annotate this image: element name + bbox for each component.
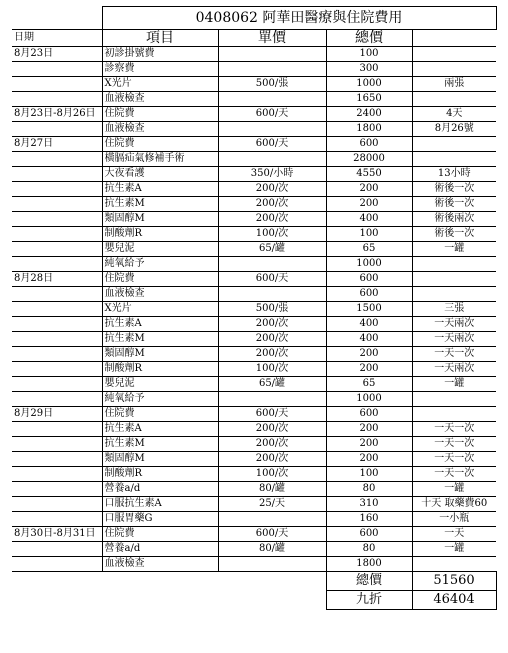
row-item: 住院費 bbox=[102, 107, 218, 122]
row-unit-price bbox=[218, 512, 326, 527]
table-row bbox=[12, 317, 496, 332]
table-row bbox=[12, 107, 496, 122]
row-unit-price: 100/次 bbox=[218, 467, 326, 482]
row-note: 一小瓶 bbox=[412, 512, 496, 527]
table-row bbox=[12, 167, 496, 182]
table-row bbox=[12, 287, 496, 302]
row-date: 8月29日 bbox=[12, 407, 102, 422]
row-item: 制酸劑R bbox=[102, 227, 218, 242]
header-item: 項目 bbox=[102, 30, 218, 47]
table-row bbox=[12, 137, 496, 152]
table-row bbox=[12, 407, 496, 422]
summary-spacer bbox=[102, 572, 218, 591]
table-row bbox=[12, 377, 496, 392]
row-unit-price: 200/次 bbox=[218, 452, 326, 467]
row-total-price: 310 bbox=[326, 497, 412, 512]
row-note: 一天兩次 bbox=[412, 332, 496, 347]
row-item: 抗生素M bbox=[102, 197, 218, 212]
table-row bbox=[12, 332, 496, 347]
row-date bbox=[12, 182, 102, 197]
row-unit-price bbox=[218, 47, 326, 62]
row-date bbox=[12, 452, 102, 467]
row-date bbox=[12, 437, 102, 452]
row-item: 抗生素A bbox=[102, 182, 218, 197]
row-item: 營養a/d bbox=[102, 482, 218, 497]
table-row bbox=[12, 227, 496, 242]
total-value: 51560 bbox=[412, 572, 496, 591]
row-item: 類固醇M bbox=[102, 347, 218, 362]
table-row bbox=[12, 437, 496, 452]
table-row bbox=[12, 482, 496, 497]
table-row bbox=[12, 92, 496, 107]
row-unit-price: 200/次 bbox=[218, 317, 326, 332]
row-note: 一天 bbox=[412, 527, 496, 542]
table-row bbox=[12, 347, 496, 362]
row-item: 血液檢查 bbox=[102, 287, 218, 302]
table-row bbox=[12, 122, 496, 137]
row-item: 純氧給予 bbox=[102, 257, 218, 272]
row-date bbox=[12, 92, 102, 107]
row-unit-price: 200/次 bbox=[218, 347, 326, 362]
row-date bbox=[12, 422, 102, 437]
row-item: 大夜看護 bbox=[102, 167, 218, 182]
row-total-price: 2400 bbox=[326, 107, 412, 122]
row-note bbox=[412, 557, 496, 572]
summary-discount-row bbox=[12, 591, 496, 610]
row-note: 一罐 bbox=[412, 242, 496, 257]
row-date bbox=[12, 62, 102, 77]
row-note: 術後一次 bbox=[412, 182, 496, 197]
summary-spacer bbox=[102, 591, 218, 610]
row-total-price: 200 bbox=[326, 197, 412, 212]
row-item: 制酸劑R bbox=[102, 362, 218, 377]
row-total-price: 4550 bbox=[326, 167, 412, 182]
row-total-price: 80 bbox=[326, 482, 412, 497]
table-row bbox=[12, 512, 496, 527]
table-row bbox=[12, 422, 496, 437]
header-unit-price: 單價 bbox=[218, 30, 326, 47]
row-total-price: 600 bbox=[326, 137, 412, 152]
row-unit-price: 100/次 bbox=[218, 227, 326, 242]
row-unit-price: 500/張 bbox=[218, 77, 326, 92]
summary-spacer bbox=[12, 591, 102, 610]
row-total-price: 160 bbox=[326, 512, 412, 527]
row-total-price: 200 bbox=[326, 437, 412, 452]
table-row bbox=[12, 302, 496, 317]
row-total-price: 1000 bbox=[326, 77, 412, 92]
row-date bbox=[12, 227, 102, 242]
table-row bbox=[12, 77, 496, 92]
row-total-price: 1650 bbox=[326, 92, 412, 107]
row-date bbox=[12, 377, 102, 392]
row-item: 口服胃藥G bbox=[102, 512, 218, 527]
row-unit-price: 200/次 bbox=[218, 212, 326, 227]
summary-body bbox=[12, 572, 496, 610]
row-note bbox=[412, 392, 496, 407]
row-total-price: 600 bbox=[326, 287, 412, 302]
title-row bbox=[12, 7, 496, 30]
row-unit-price bbox=[218, 152, 326, 167]
fee-sheet bbox=[12, 6, 496, 610]
table-row bbox=[12, 452, 496, 467]
row-note: 一天一次 bbox=[412, 422, 496, 437]
row-date bbox=[12, 302, 102, 317]
row-date bbox=[12, 467, 102, 482]
row-total-price: 100 bbox=[326, 227, 412, 242]
row-date bbox=[12, 512, 102, 527]
row-date: 8月27日 bbox=[12, 137, 102, 152]
row-unit-price bbox=[218, 557, 326, 572]
row-item: 初診掛號費 bbox=[102, 47, 218, 62]
row-total-price: 300 bbox=[326, 62, 412, 77]
header-note bbox=[412, 30, 496, 47]
row-note bbox=[412, 287, 496, 302]
row-total-price: 400 bbox=[326, 317, 412, 332]
row-item: 抗生素M bbox=[102, 332, 218, 347]
row-unit-price: 80/罐 bbox=[218, 542, 326, 557]
table-row bbox=[12, 62, 496, 77]
row-item: 血液檢查 bbox=[102, 92, 218, 107]
row-item: 營養a/d bbox=[102, 542, 218, 557]
row-note: 8月26號 bbox=[412, 122, 496, 137]
row-note bbox=[412, 407, 496, 422]
discount-value: 46404 bbox=[412, 591, 496, 610]
table-row bbox=[12, 497, 496, 512]
row-item: 住院費 bbox=[102, 527, 218, 542]
row-item: 診察費 bbox=[102, 62, 218, 77]
row-total-price: 1800 bbox=[326, 122, 412, 137]
row-item: 住院費 bbox=[102, 407, 218, 422]
table-row bbox=[12, 212, 496, 227]
row-note bbox=[412, 92, 496, 107]
row-unit-price bbox=[218, 257, 326, 272]
row-item: 嬰兒泥 bbox=[102, 242, 218, 257]
row-date bbox=[12, 542, 102, 557]
row-total-price: 1000 bbox=[326, 257, 412, 272]
row-date bbox=[12, 497, 102, 512]
row-total-price: 200 bbox=[326, 362, 412, 377]
row-date bbox=[12, 332, 102, 347]
table-row bbox=[12, 182, 496, 197]
row-total-price: 400 bbox=[326, 212, 412, 227]
row-item: 口服抗生素A bbox=[102, 497, 218, 512]
row-note bbox=[412, 47, 496, 62]
table-row bbox=[12, 392, 496, 407]
row-unit-price bbox=[218, 122, 326, 137]
discount-label: 九折 bbox=[326, 591, 412, 610]
row-unit-price: 80/罐 bbox=[218, 482, 326, 497]
row-unit-price: 65/罐 bbox=[218, 242, 326, 257]
row-unit-price: 500/張 bbox=[218, 302, 326, 317]
row-total-price: 1800 bbox=[326, 557, 412, 572]
table-row bbox=[12, 467, 496, 482]
table-row bbox=[12, 527, 496, 542]
row-item: X光片 bbox=[102, 302, 218, 317]
row-item: 類固醇M bbox=[102, 452, 218, 467]
row-total-price: 80 bbox=[326, 542, 412, 557]
row-unit-price: 65/罐 bbox=[218, 377, 326, 392]
row-item: 橫膈疝氣修補手術 bbox=[102, 152, 218, 167]
row-note: 一罐 bbox=[412, 482, 496, 497]
row-item: 類固醇M bbox=[102, 212, 218, 227]
row-total-price: 1500 bbox=[326, 302, 412, 317]
row-date bbox=[12, 317, 102, 332]
row-date: 8月23日 bbox=[12, 47, 102, 62]
row-item: 抗生素A bbox=[102, 317, 218, 332]
summary-spacer bbox=[12, 572, 102, 591]
row-note: 一罐 bbox=[412, 542, 496, 557]
row-item: 純氧給予 bbox=[102, 392, 218, 407]
row-date bbox=[12, 167, 102, 182]
row-note: 一天兩次 bbox=[412, 317, 496, 332]
row-date bbox=[12, 287, 102, 302]
row-total-price: 100 bbox=[326, 467, 412, 482]
row-unit-price bbox=[218, 392, 326, 407]
row-date bbox=[12, 392, 102, 407]
row-note: 一天一次 bbox=[412, 437, 496, 452]
row-note: 一天兩次 bbox=[412, 362, 496, 377]
row-date bbox=[12, 242, 102, 257]
row-unit-price: 25/天 bbox=[218, 497, 326, 512]
row-total-price: 400 bbox=[326, 332, 412, 347]
row-total-price: 600 bbox=[326, 272, 412, 287]
row-unit-price: 100/次 bbox=[218, 362, 326, 377]
total-label: 總價 bbox=[326, 572, 412, 591]
table-row bbox=[12, 197, 496, 212]
row-note: 術後一次 bbox=[412, 227, 496, 242]
row-date bbox=[12, 257, 102, 272]
row-unit-price: 200/次 bbox=[218, 182, 326, 197]
row-total-price: 1000 bbox=[326, 392, 412, 407]
row-total-price: 200 bbox=[326, 182, 412, 197]
row-unit-price: 200/次 bbox=[218, 437, 326, 452]
row-total-price: 600 bbox=[326, 527, 412, 542]
row-total-price: 65 bbox=[326, 242, 412, 257]
row-item: 血液檢查 bbox=[102, 122, 218, 137]
header-date: 日期 bbox=[12, 30, 102, 47]
header-total-price: 總價 bbox=[326, 30, 412, 47]
row-total-price: 28000 bbox=[326, 152, 412, 167]
row-date bbox=[12, 77, 102, 92]
row-item: 血液檢查 bbox=[102, 557, 218, 572]
title-blank-cell bbox=[12, 7, 102, 30]
row-date bbox=[12, 152, 102, 167]
row-date bbox=[12, 122, 102, 137]
row-item: X光片 bbox=[102, 77, 218, 92]
table-row bbox=[12, 272, 496, 287]
table-row bbox=[12, 557, 496, 572]
row-unit-price: 600/天 bbox=[218, 272, 326, 287]
row-unit-price: 200/次 bbox=[218, 422, 326, 437]
row-unit-price: 600/天 bbox=[218, 107, 326, 122]
table-row bbox=[12, 257, 496, 272]
row-item: 制酸劑R bbox=[102, 467, 218, 482]
row-item: 抗生素M bbox=[102, 437, 218, 452]
row-unit-price bbox=[218, 287, 326, 302]
fee-table-body bbox=[12, 7, 496, 572]
row-note: 一罐 bbox=[412, 377, 496, 392]
row-note: 一天一次 bbox=[412, 467, 496, 482]
row-date bbox=[12, 362, 102, 377]
row-date: 8月23日-8月26日 bbox=[12, 107, 102, 122]
row-total-price: 65 bbox=[326, 377, 412, 392]
table-row bbox=[12, 242, 496, 257]
row-date: 8月30日-8月31日 bbox=[12, 527, 102, 542]
row-note: 13小時 bbox=[412, 167, 496, 182]
row-total-price: 100 bbox=[326, 47, 412, 62]
row-item: 住院費 bbox=[102, 272, 218, 287]
row-date: 8月28日 bbox=[12, 272, 102, 287]
table-row bbox=[12, 362, 496, 377]
row-note: 兩張 bbox=[412, 77, 496, 92]
fee-table bbox=[12, 6, 497, 610]
row-note: 三張 bbox=[412, 302, 496, 317]
row-date bbox=[12, 347, 102, 362]
row-date bbox=[12, 557, 102, 572]
row-total-price: 600 bbox=[326, 407, 412, 422]
row-item: 抗生素A bbox=[102, 422, 218, 437]
row-unit-price: 200/次 bbox=[218, 197, 326, 212]
row-unit-price: 350/小時 bbox=[218, 167, 326, 182]
row-unit-price: 600/天 bbox=[218, 407, 326, 422]
row-item: 嬰兒泥 bbox=[102, 377, 218, 392]
row-note bbox=[412, 272, 496, 287]
row-item: 住院費 bbox=[102, 137, 218, 152]
sheet-title: 0408062 阿華田醫療與住院費用 bbox=[102, 7, 496, 30]
row-total-price: 200 bbox=[326, 347, 412, 362]
row-unit-price: 600/天 bbox=[218, 527, 326, 542]
row-total-price: 200 bbox=[326, 452, 412, 467]
row-date bbox=[12, 197, 102, 212]
row-note bbox=[412, 137, 496, 152]
row-date bbox=[12, 212, 102, 227]
table-row bbox=[12, 152, 496, 167]
summary-total-row bbox=[12, 572, 496, 591]
row-note: 十天 取藥費60 bbox=[412, 497, 496, 512]
row-note: 術後兩次 bbox=[412, 212, 496, 227]
row-unit-price: 200/次 bbox=[218, 332, 326, 347]
row-note bbox=[412, 257, 496, 272]
header-row bbox=[12, 30, 496, 47]
row-note bbox=[412, 152, 496, 167]
row-date bbox=[12, 482, 102, 497]
table-row bbox=[12, 47, 496, 62]
row-note: 術後一次 bbox=[412, 197, 496, 212]
row-note bbox=[412, 62, 496, 77]
summary-spacer bbox=[218, 572, 326, 591]
row-total-price: 200 bbox=[326, 422, 412, 437]
row-note: 一天一次 bbox=[412, 347, 496, 362]
row-unit-price bbox=[218, 92, 326, 107]
row-note: 一天一次 bbox=[412, 452, 496, 467]
table-row bbox=[12, 542, 496, 557]
row-note: 4天 bbox=[412, 107, 496, 122]
row-unit-price: 600/天 bbox=[218, 137, 326, 152]
row-unit-price bbox=[218, 62, 326, 77]
summary-spacer bbox=[218, 591, 326, 610]
